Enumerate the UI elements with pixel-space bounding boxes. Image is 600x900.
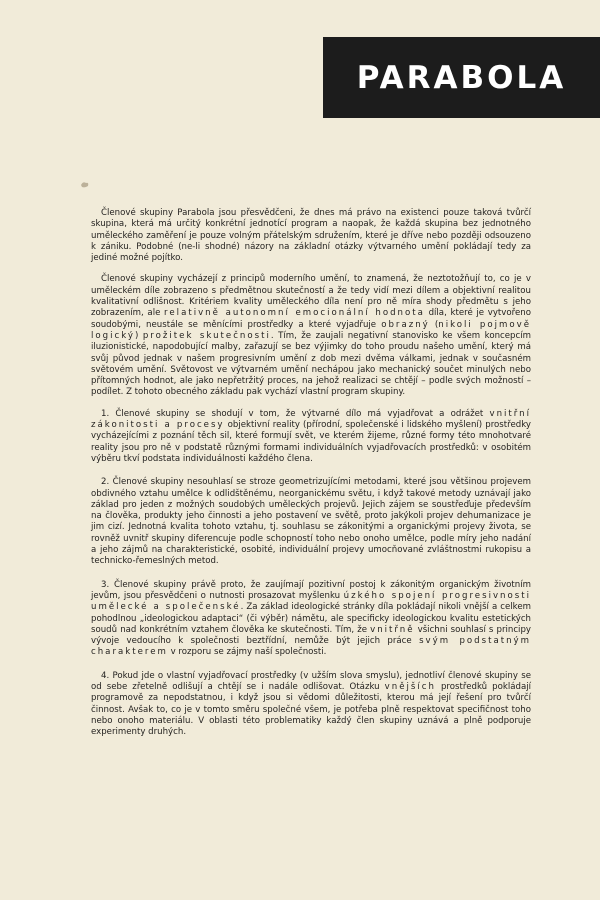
spaced-emphasis-text: vnitřně [370, 624, 415, 635]
paragraph-text: 2. Členové skupiny nesouhlasí se stroze geometrizujícími metodami, které jsou většinou projevem obdivného vztahu umělce k odlidštěnému, neorganickému světu, i když takové metody uznávají jako základ pro jeden z možných soudobých uměleckých projevů. Jejich zájem se soustřeďuje především na člověka, produkty jeho činnosti a jeho postavení ve světě, proto jakýkoli projev dehumanizace je jim cizí. Jednotná kvalita tohoto vztahu, tj. souhlasu se zákonitými a organickými projevy života, se rovněž uvnitř skupiny diferencuje podle schopností toho nebo onoho umělce, podle míry jeho nadání a jeho zájmů na charakteristické, osobité, individuální projevy umocňované zvláštnostmi rukopisu a technicko-řemeslných metod. [91, 477, 531, 567]
paragraph-text: ( [429, 319, 439, 330]
spaced-emphasis-text: relativně autonomní emocionální hodnota [164, 308, 425, 319]
paragraph-text: 4. Pokud jde o vlastní vyjadřovací prostředky (v užším slova smyslu), jednotliví členové skupiny se od sebe zřetelně odlišují a chtějí se i nadále odlišovat. Otázku [91, 670, 531, 692]
paragraph-text: . Za základ ideologické stránky díla pokládají nikoli vnější a celkem pohodlnou „ideologickou adaptaci“ (či výběr) námětu, ale specificky ideologickou kvalitu estetických soudů nad konkrétním vztahem člověka ke skutečnosti. Tím, že [91, 602, 531, 635]
spaced-emphasis-text: obrazný [381, 319, 430, 330]
paragraph-text: 1. Členové skupiny se shodují v tom, že výtvarné dílo má vyjadřovat a odrážet [101, 408, 490, 419]
paragraph-text: objektivní reality (přírodní, společenské i lidského myšlení) prostředky vycházejícími z poznání těch sil, které formují svět, ve kterém žijeme, různé formy této mnohotvaré reality jsou pro ně v podstatě různými formami individuálních vyjadřovacích prostředků: v osobitém výběru tkví podstata individuálnosti každého člena. [91, 420, 532, 464]
paragraph-text: díla, které je vytvořeno soudobými, neustále se měnícími prostředky a které vyjadřuje [91, 308, 531, 330]
spaced-emphasis-text: prožitek skutečnosti [142, 330, 271, 341]
spaced-emphasis-text: vnějších [384, 681, 436, 692]
paragraph-text: všichni souhlasí s principy vývoje vedoucího k společnosti beztřídní, nemůže být jejich práce [91, 624, 531, 647]
paragraph-text: 3. Členové skupiny právě proto, že zaujímají pozitivní postoj k zákonitým organickým životním jevům, jsou přesvědčeni o nutnosti prosazovat myšlenku [91, 579, 531, 601]
spaced-emphasis-text: svým podstatným charakterem [91, 636, 532, 658]
paragraph-text: Členové skupiny Parabola jsou přesvědčeni, že dnes má právo na existenci pouze taková tvůrčí skupina, která má určitý konkrétní jednotící program a naopak, že každá skupina bez jednotného uměleckého zaměření je pouze volným přátelským sdružením, které je dříve nebo později odsouzeno k zániku. Podobné (ne-li shodné) názory na základní otázky výtvarného umění pokládají tedy za jediné možné pojítko. [91, 208, 531, 264]
page-title: PARABOLA [356, 59, 567, 96]
paragraph-text: v rozporu se zájmy naší společnosti. [167, 647, 327, 658]
paragraph-text: ) [134, 330, 143, 341]
paragraph-5 [91, 580, 531, 659]
paragraph-text: Členové skupiny vycházejí z principů moderního umění, to znamená, že neztotožňují to, co je v uměleckém díle zobrazeno s předmětnou skutečností a že tedy vidí mezi dílem a objektivní realitou kvalitativní odlišnost. Kritériem kvality uměleckého díla není pro ně míra shody předmětu s jeho zobrazením, ale [91, 274, 531, 319]
paragraph-text: prostředků pokládají programově za nepodstatnou, i když jsou si vědomi důležitosti, kterou má její řešení pro tvůrčí činnost. Avšak to, co je v tomto směru společné všem, je potřeba plně respektovat specifičnost toho nebo onoho materiálu. V oblasti této problematiky každý člen skupiny uznává a plně podporuje experimenty druhých. [91, 681, 531, 738]
paragraph-1 [91, 208, 531, 264]
spaced-emphasis-text: nikoli pojmově logický [91, 319, 532, 341]
paragraph-3 [91, 409, 531, 465]
ink-blot-mark [80, 180, 90, 188]
paragraph-2 [91, 274, 531, 398]
manifesto-body [91, 208, 531, 750]
paragraph-text: . Tím, že zaujali negativní stanovisko ke všem koncepcím iluzionistické, napodobující malby, zařazují se bez výjimky do toho proudu našeho umění, který má svůj původ jednak v našem progresivním umění z dob mezi dvěma válkami, jednak v současném světovém umění. Světovost ve výtvarném umění nechápou jako mechanický součet minulých nebo přítomných hodnot, ale jako nepřetržitý proces, na jehož realizaci se chtějí – podle svých možností – podílet. Z tohoto obecného základu pak vychází vlastní program skupiny. [91, 330, 531, 398]
paragraph-4 [91, 477, 531, 567]
paragraph-6 [91, 671, 531, 739]
spaced-emphasis-text: vnitřní zákonitosti a procesy [91, 408, 531, 431]
spaced-emphasis-text: úzkého spojení progresivnosti umělecké a společenské [91, 590, 531, 613]
title-banner [323, 37, 600, 118]
